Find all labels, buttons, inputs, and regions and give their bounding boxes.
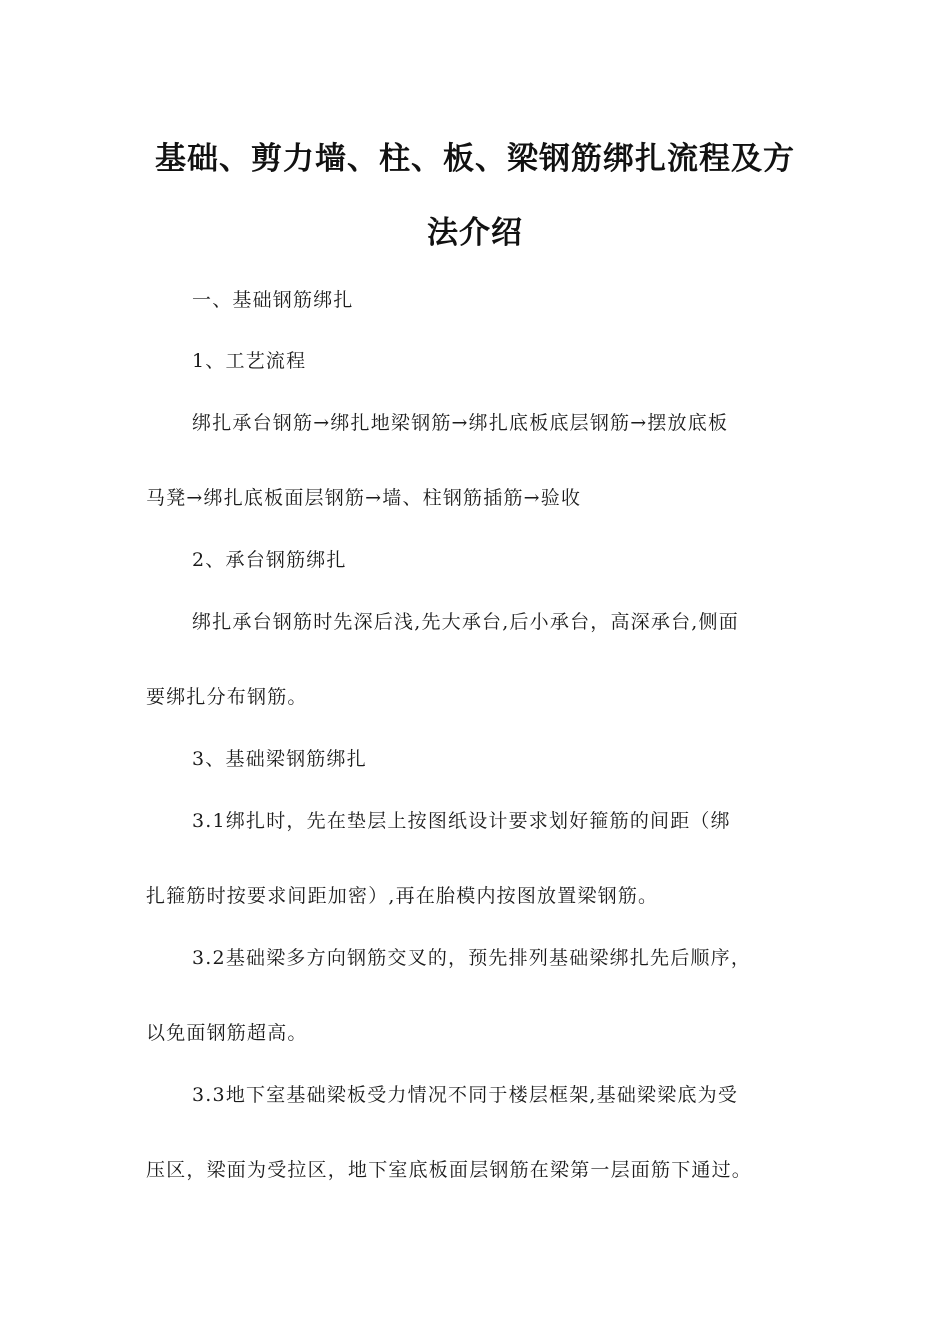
paragraph-pile-cap-line-2: 要绑扎分布钢筋。 bbox=[146, 686, 308, 708]
paragraph-pile-cap-line-1: 绑扎承台钢筋时先深后浅,先大承台,后小承台，高深承台,侧面 bbox=[192, 611, 739, 633]
paragraph-3-3-line-1: 3.3地下室基础梁板受力情况不同于楼层框架,基础梁梁底为受 bbox=[192, 1084, 739, 1106]
subsection-heading-process-flow: 1、工艺流程 bbox=[192, 350, 307, 372]
paragraph-3-1-line-1: 3.1绑扎时，先在垫层上按图纸设计要求划好箍筋的间距（绑 bbox=[192, 810, 731, 832]
paragraph-process-flow-line-2: 马凳→绑扎底板面层钢筋→墙、柱钢筋插筋→验收 bbox=[146, 487, 582, 509]
section-heading-foundation-rebar: 一、基础钢筋绑扎 bbox=[192, 289, 354, 311]
paragraph-3-3-line-2: 压区，梁面为受拉区，地下室底板面层钢筋在梁第一层面筋下通过。 bbox=[146, 1159, 753, 1181]
subsection-heading-foundation-beam: 3、基础梁钢筋绑扎 bbox=[192, 748, 367, 770]
paragraph-3-2-line-1: 3.2基础梁多方向钢筋交叉的，预先排列基础梁绑扎先后顺序， bbox=[192, 947, 752, 969]
paragraph-3-1-line-2: 扎箍筋时按要求间距加密）,再在胎模内按图放置梁钢筋。 bbox=[146, 885, 659, 907]
subsection-heading-pile-cap: 2、承台钢筋绑扎 bbox=[192, 549, 347, 571]
paragraph-3-2-line-2: 以免面钢筋超高。 bbox=[146, 1022, 308, 1044]
document-title-line-1: 基础、剪力墙、柱、板、梁钢筋绑扎流程及方 bbox=[155, 141, 795, 177]
document-title-line-2: 法介绍 bbox=[427, 215, 523, 251]
paragraph-process-flow-line-1: 绑扎承台钢筋→绑扎地梁钢筋→绑扎底板底层钢筋→摆放底板 bbox=[192, 412, 729, 434]
